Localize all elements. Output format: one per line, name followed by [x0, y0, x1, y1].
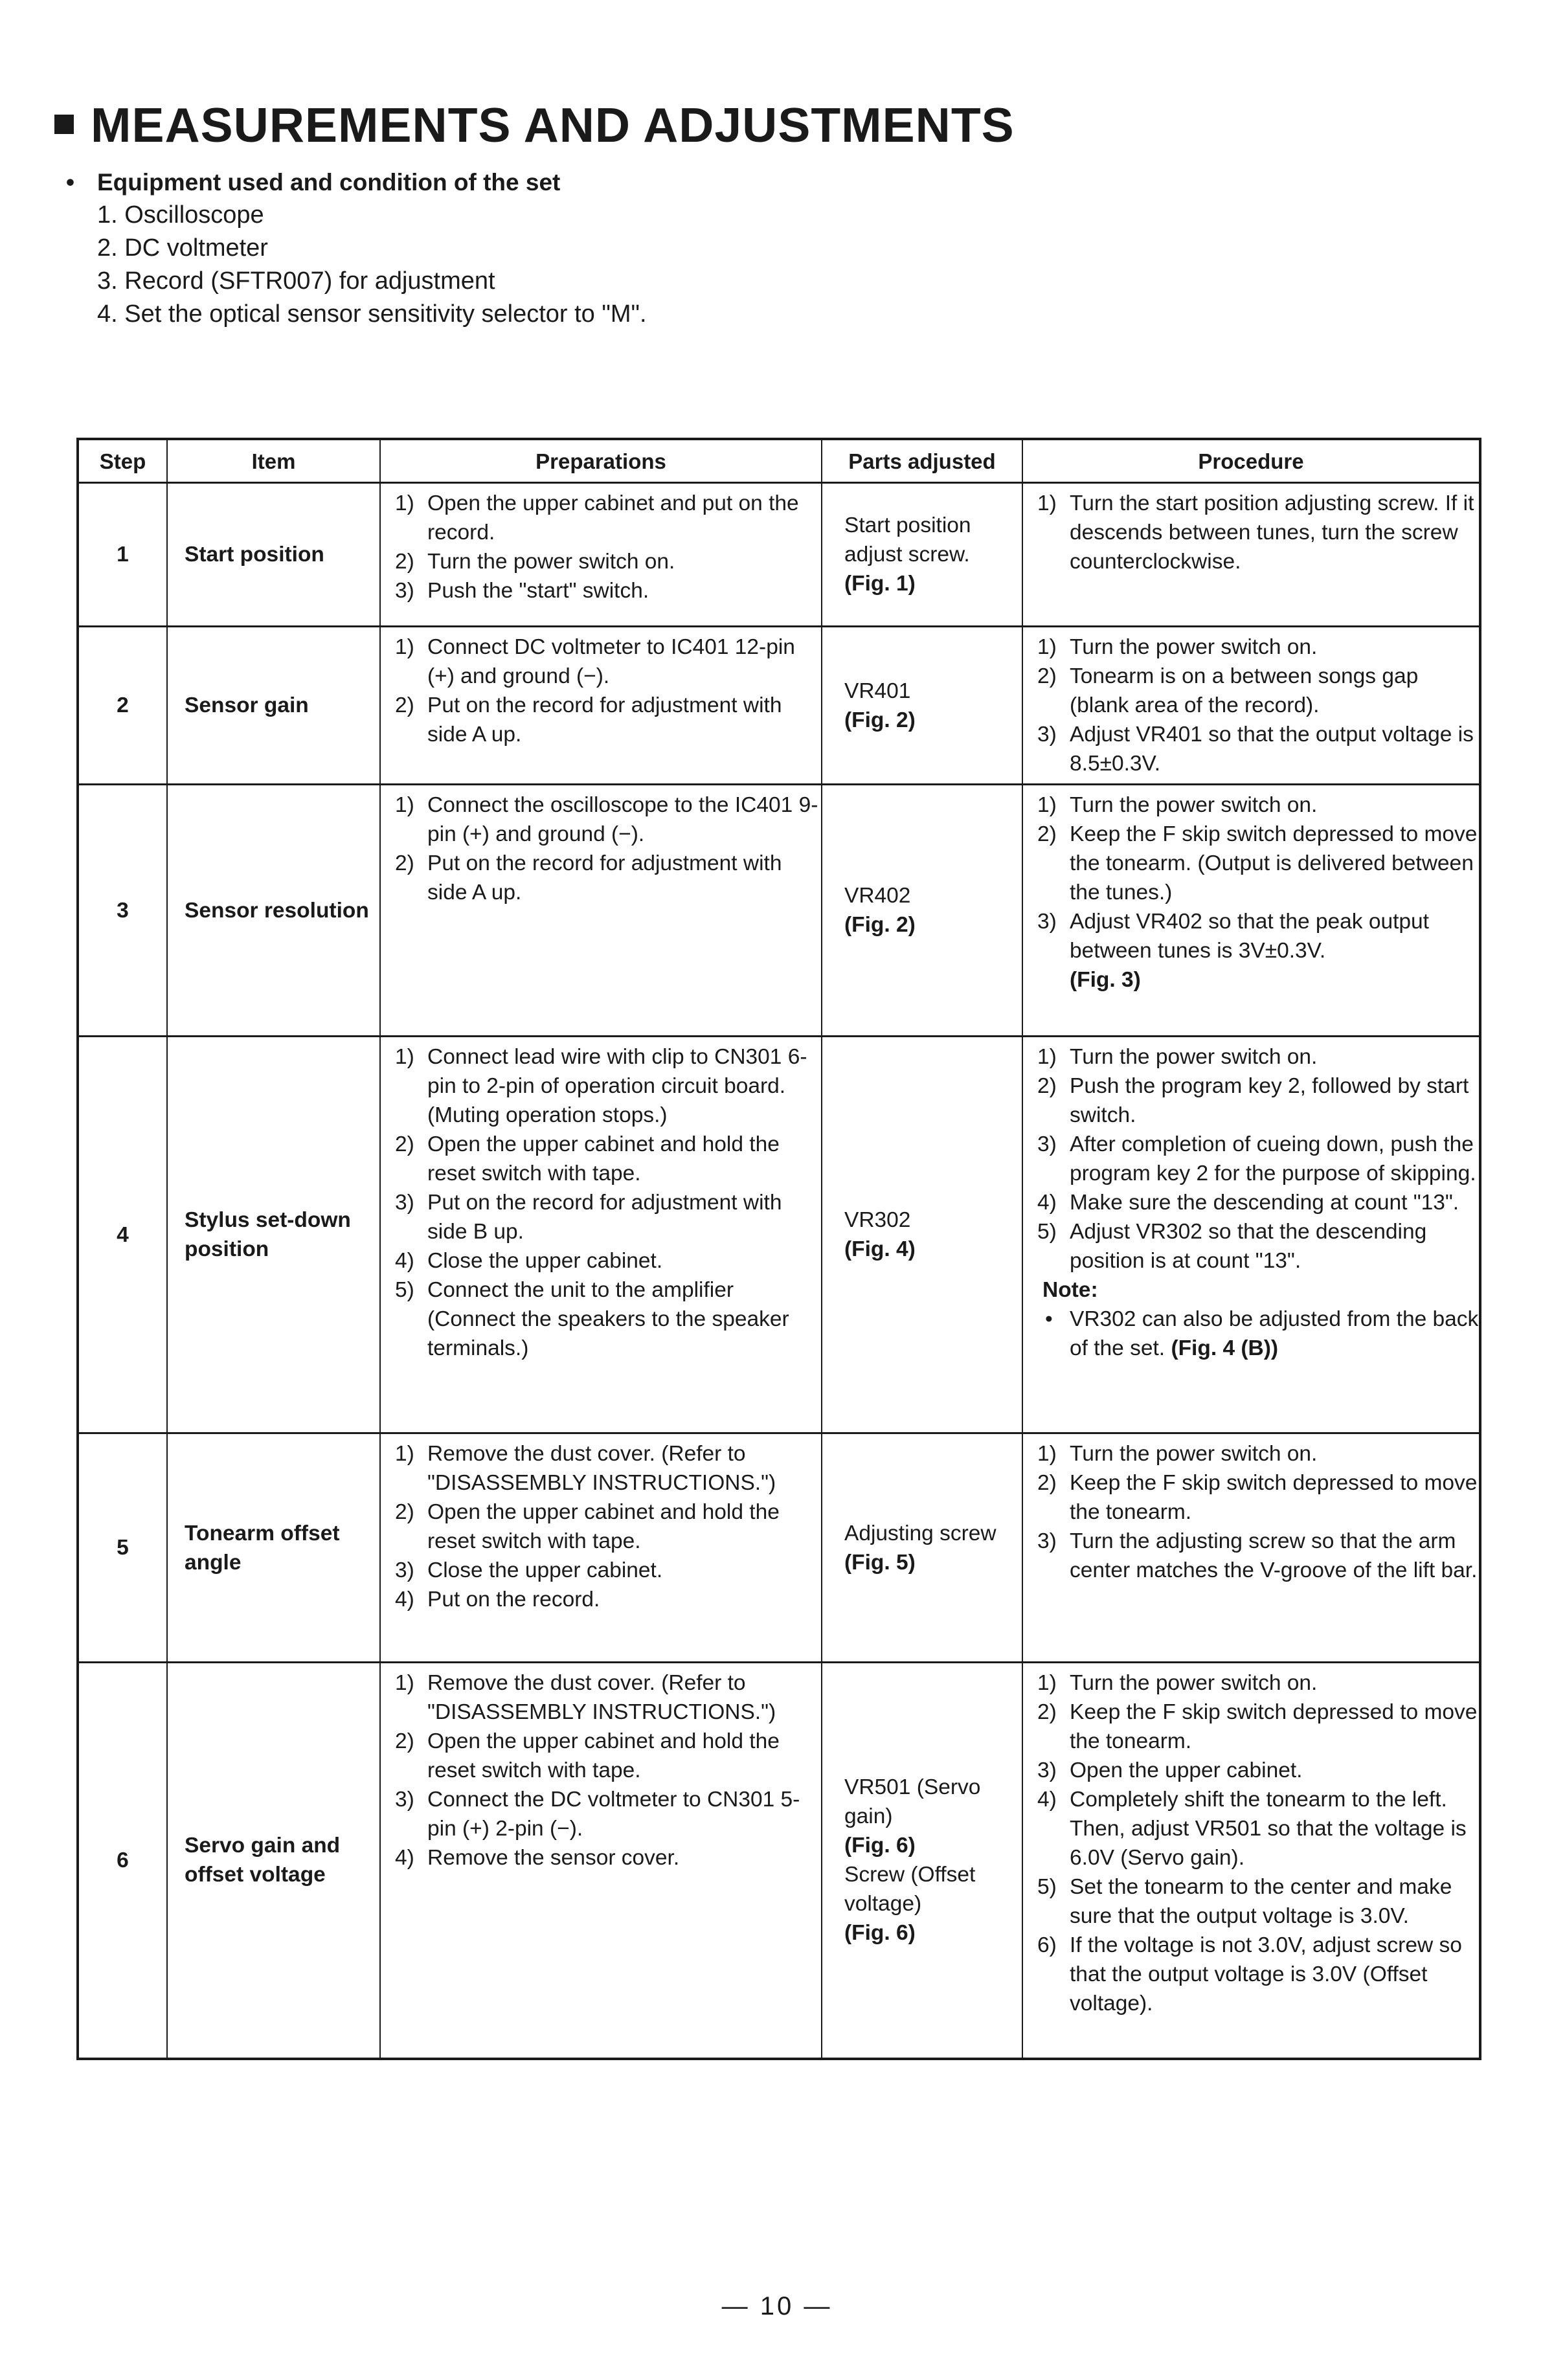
equipment-item: 4. Set the optical sensor sensitivity selector to "M". [97, 300, 647, 328]
procedure-list [1023, 1439, 1479, 1585]
procedure-step [1023, 1439, 1479, 1468]
parts-adjusted-cell [822, 1433, 1022, 1663]
procedure-step [1023, 907, 1479, 994]
step-text: If the voltage is not 3.0V, adjust screw so that the output voltage is 3.0V (Offset voltage). [1070, 1933, 1462, 2015]
step-text: Put on the record for adjustment with side A up. [427, 693, 782, 747]
preparation-step [381, 576, 821, 605]
step-text: Open the upper cabinet and hold the reset switch with tape. [427, 1500, 780, 1553]
step-index: 2) [395, 1729, 414, 1753]
step-index: 3) [1037, 910, 1057, 934]
step-index: 2) [1037, 1074, 1057, 1098]
preparations-cell [380, 483, 822, 627]
step-text: Turn the power switch on. [1070, 1671, 1318, 1695]
figure-ref: (Fig. 2) [844, 913, 916, 937]
note-body [1023, 1305, 1479, 1363]
step-text: Close the upper cabinet. [427, 1558, 663, 1582]
step-text: Turn the power switch on. [1070, 793, 1318, 817]
step-index: 2) [1037, 1471, 1057, 1495]
header-step: Step [78, 439, 167, 483]
step-text: Turn the adjusting screw so that the arm center matches the V-groove of the lift bar. [1070, 1529, 1478, 1582]
table-row [78, 1663, 1480, 2059]
bullet-icon: • [1045, 1307, 1053, 1331]
step-text: Put on the record. [427, 1588, 600, 1611]
page-title-text: MEASUREMENTS AND ADJUSTMENTS [91, 98, 1015, 152]
item-name: Servo gain and offset voltage [167, 1663, 380, 2059]
step-index: 1) [1037, 1045, 1057, 1069]
procedure-list [1023, 791, 1479, 994]
step-index: 1) [1037, 1442, 1057, 1466]
procedure-cell [1022, 785, 1480, 1037]
procedure-list [1023, 1668, 1479, 2018]
step-text: Open the upper cabinet and put on the record. [427, 491, 799, 544]
preparations-list [381, 791, 821, 907]
step-text: Completely shift the tonearm to the left. Then, adjust VR501 so that the voltage is 6.0V (Servo gain). [1070, 1788, 1467, 1870]
table-row [78, 483, 1480, 627]
procedure-step [1023, 1217, 1479, 1275]
step-index: 1) [1037, 793, 1057, 817]
item-name: Sensor gain [167, 627, 380, 785]
step-index: 1) [395, 1671, 414, 1695]
step-text: Make sure the descending at count "13". [1070, 1191, 1459, 1215]
procedure-step [1023, 1468, 1479, 1527]
preparation-step [381, 1042, 821, 1130]
step-index: 1) [395, 1045, 414, 1069]
item-name: Tonearm offset angle [167, 1433, 380, 1663]
step-index: 6) [1037, 1933, 1057, 1957]
step-text: After completion of cueing down, push the program key 2 for the purpose of skipping. [1070, 1132, 1476, 1185]
header-parts-adjusted: Parts adjusted [822, 439, 1022, 483]
step-index: 1) [395, 793, 414, 817]
header-procedure: Procedure [1022, 439, 1480, 483]
procedure-step [1023, 1931, 1479, 2018]
procedure-cell [1022, 483, 1480, 627]
parts-adjusted: VR501 (Servo gain) [844, 1775, 981, 1829]
parts-adjusted: VR401 [844, 679, 911, 703]
procedure-step [1023, 820, 1479, 907]
figure-ref: (Fig. 2) [844, 708, 916, 732]
step-index: 3) [1037, 1529, 1057, 1553]
step-text: Connect the oscilloscope to the IC401 9-pin (+) and ground (−). [427, 793, 818, 846]
adjustments-table [76, 438, 1481, 2060]
preparation-step [381, 1785, 821, 1843]
preparation-step [381, 1585, 821, 1614]
step-index: 4) [395, 1249, 414, 1273]
procedure-list [1023, 489, 1479, 576]
step-index: 3) [1037, 1132, 1057, 1156]
preparation-step [381, 1275, 821, 1363]
parts-adjusted: Start position adjust screw. [844, 513, 971, 567]
step-index: 4) [395, 1588, 414, 1611]
preparation-step [381, 1556, 821, 1585]
preparation-step [381, 489, 821, 547]
step-index: 3) [395, 1191, 414, 1215]
step-index: 4) [1037, 1788, 1057, 1812]
equipment-item: 3. Record (SFTR007) for adjustment [97, 267, 495, 295]
step-text: Turn the power switch on. [427, 550, 675, 574]
equipment-item: 1. Oscilloscope [97, 201, 264, 229]
step-index: 2) [395, 1500, 414, 1524]
procedure-step [1023, 1668, 1479, 1698]
step-index: 5) [395, 1278, 414, 1302]
step-index: 1) [395, 491, 414, 515]
parts-adjusted-cell [822, 785, 1022, 1037]
step-index: 1) [1037, 635, 1057, 659]
preparations-cell [380, 1433, 822, 1663]
step-text: Keep the F skip switch depressed to move the tonearm. (Output is delivered between the tunes.) [1070, 822, 1478, 904]
procedure-step [1023, 489, 1479, 576]
step-text: Push the "start" switch. [427, 579, 649, 603]
step-text: Connect DC voltmeter to IC401 12-pin (+) and ground (−). [427, 635, 795, 688]
equipment-heading-text: Equipment used and condition of the set [97, 169, 561, 196]
preparation-step [381, 547, 821, 576]
step-text: Open the upper cabinet and hold the reset switch with tape. [427, 1729, 780, 1782]
table-row [78, 785, 1480, 1037]
item-name: Sensor resolution [167, 785, 380, 1037]
table-body [78, 483, 1480, 2059]
step-index: 4) [1037, 1191, 1057, 1215]
preparation-step [381, 691, 821, 749]
preparation-step [381, 1668, 821, 1727]
table-row [78, 627, 1480, 785]
preparations-list [381, 1042, 821, 1363]
page-number: — 10 — [721, 2292, 833, 2320]
equipment-list [97, 199, 647, 331]
step-text: Remove the dust cover. (Refer to "DISASSEMBLY INSTRUCTIONS.") [427, 1671, 776, 1724]
preparations-cell [380, 1037, 822, 1433]
parts-adjusted-cell [822, 483, 1022, 627]
preparation-step [381, 1188, 821, 1246]
step-index: 1) [395, 1442, 414, 1466]
step-text: Put on the record for adjustment with side A up. [427, 851, 782, 904]
step-index: 1) [1037, 491, 1057, 515]
procedure-step [1023, 1872, 1479, 1931]
step-text: Set the tonearm to the center and make sure that the output voltage is 3.0V. [1070, 1875, 1452, 1928]
step-index: 3) [1037, 1758, 1057, 1782]
step-text: Put on the record for adjustment with side B up. [427, 1191, 782, 1244]
step-index: 2) [395, 851, 414, 875]
procedure-step [1023, 1527, 1479, 1585]
step-text: Adjust VR402 so that the peak output between tunes is 3V±0.3V. [1070, 910, 1429, 963]
step-index: 1) [1037, 1671, 1057, 1695]
preparation-step [381, 1246, 821, 1275]
procedure-step [1023, 1188, 1479, 1217]
preparations-cell [380, 1663, 822, 2059]
preparation-step [381, 1439, 821, 1498]
preparation-step [381, 1727, 821, 1785]
procedure-step [1023, 662, 1479, 720]
step-number: 5 [78, 1433, 167, 1663]
step-number: 4 [78, 1037, 167, 1433]
step-text: Close the upper cabinet. [427, 1249, 663, 1273]
step-number: 1 [78, 483, 167, 627]
step-index: 2) [395, 550, 414, 574]
preparation-step [381, 1498, 821, 1556]
step-text: Open the upper cabinet and hold the reset switch with tape. [427, 1132, 780, 1185]
step-text: Adjust VR401 so that the output voltage is 8.5±0.3V. [1070, 723, 1474, 776]
parts-adjusted-cell [822, 627, 1022, 785]
parts-adjusted: VR402 [844, 884, 911, 908]
preparation-step [381, 1130, 821, 1188]
header-item: Item [167, 439, 380, 483]
procedure-step [1023, 1130, 1479, 1188]
step-text: Turn the power switch on. [1070, 1442, 1318, 1466]
figure-ref: (Fig. 4) [844, 1237, 916, 1261]
step-index: 1) [395, 635, 414, 659]
step-index: 2) [1037, 1700, 1057, 1724]
step-text: Connect the unit to the amplifier (Connect the speakers to the speaker terminals.) [427, 1278, 789, 1360]
step-text: Turn the power switch on. [1070, 1045, 1318, 1069]
preparations-list [381, 1439, 821, 1614]
step-number: 3 [78, 785, 167, 1037]
step-index: 2) [1037, 664, 1057, 688]
step-index: 2) [395, 693, 414, 717]
procedure-step [1023, 1756, 1479, 1785]
procedure-list [1023, 1042, 1479, 1275]
step-text: Tonearm is on a between songs gap (blank area of the record). [1070, 664, 1419, 717]
equipment-item: 2. DC voltmeter [97, 234, 268, 262]
step-index: 5) [1037, 1875, 1057, 1899]
step-index: 3) [395, 579, 414, 603]
figure-ref: (Fig. 6) [844, 1921, 916, 1946]
header-preparations: Preparations [380, 439, 822, 483]
procedure-step [1023, 1042, 1479, 1072]
note-heading: Note: [1042, 1278, 1098, 1302]
preparation-step [381, 849, 821, 907]
procedure-step [1023, 633, 1479, 662]
preparations-list [381, 1668, 821, 1872]
procedure-step [1023, 791, 1479, 820]
preparations-cell [380, 785, 822, 1037]
step-text: Adjust VR302 so that the descending position is at count "13". [1070, 1220, 1427, 1273]
preparation-step [381, 1843, 821, 1872]
preparations-list [381, 633, 821, 749]
preparation-step [381, 633, 821, 691]
step-index: 5) [1037, 1220, 1057, 1244]
figure-ref: (Fig. 3) [1070, 968, 1141, 992]
step-text: Turn the power switch on. [1070, 635, 1318, 659]
preparations-list [381, 489, 821, 605]
step-text: Open the upper cabinet. [1070, 1758, 1303, 1782]
procedure-step [1023, 1785, 1479, 1872]
step-index: 3) [395, 1788, 414, 1812]
step-number: 6 [78, 1663, 167, 2059]
page-title [54, 96, 1015, 154]
figure-ref: (Fig. 6) [844, 1834, 916, 1858]
step-index: 4) [395, 1846, 414, 1870]
figure-ref: (Fig. 1) [844, 572, 916, 596]
step-text: Keep the F skip switch depressed to move the tonearm. [1070, 1471, 1478, 1524]
step-text: Keep the F skip switch depressed to move the tonearm. [1070, 1700, 1478, 1753]
procedure-cell [1022, 1663, 1480, 2059]
parts-adjusted: Screw (Offset voltage) [844, 1863, 976, 1916]
procedure-cell [1022, 1037, 1480, 1433]
step-text: Connect lead wire with clip to CN301 6-pin to 2-pin of operation circuit board. (Muting operation stops.) [427, 1045, 807, 1127]
preparations-cell [380, 627, 822, 785]
procedure-step [1023, 1072, 1479, 1130]
square-bullet-icon [54, 115, 74, 134]
bullet-icon: • [66, 169, 74, 196]
step-index: 3) [395, 1558, 414, 1582]
parts-adjusted-cell [822, 1037, 1022, 1433]
step-number: 2 [78, 627, 167, 785]
step-text: Push the program key 2, followed by start switch. [1070, 1074, 1469, 1127]
figure-ref: (Fig. 5) [844, 1550, 916, 1575]
table-row [78, 1433, 1480, 1663]
equipment-heading [66, 166, 647, 199]
procedure-step [1023, 1698, 1479, 1756]
procedure-list [1023, 633, 1479, 778]
table-header-row [78, 439, 1480, 483]
step-text: Turn the start position adjusting screw. If it descends between tunes, turn the screw counterclockwise. [1070, 491, 1474, 574]
figure-ref: (Fig. 4 (B)) [1171, 1336, 1279, 1360]
parts-adjusted: Adjusting screw [844, 1521, 997, 1545]
item-name: Start position [167, 483, 380, 627]
step-index: 2) [1037, 822, 1057, 846]
preparation-step [381, 791, 821, 849]
equipment-section [66, 166, 647, 331]
step-text: Remove the sensor cover. [427, 1846, 680, 1870]
procedure-cell [1022, 627, 1480, 785]
step-text: Remove the dust cover. (Refer to "DISASSEMBLY INSTRUCTIONS.") [427, 1442, 776, 1495]
procedure-cell [1022, 1433, 1480, 1663]
step-index: 2) [395, 1132, 414, 1156]
procedure-step [1023, 720, 1479, 778]
parts-adjusted: VR302 [844, 1208, 911, 1232]
table-row [78, 1037, 1480, 1433]
item-name: Stylus set-down position [167, 1037, 380, 1433]
note-text: VR302 can also be adjusted from the back of the set. [1070, 1307, 1479, 1360]
parts-adjusted-cell [822, 1663, 1022, 2059]
step-text: Connect the DC voltmeter to CN301 5-pin (+) 2-pin (−). [427, 1788, 800, 1841]
step-index: 3) [1037, 723, 1057, 747]
